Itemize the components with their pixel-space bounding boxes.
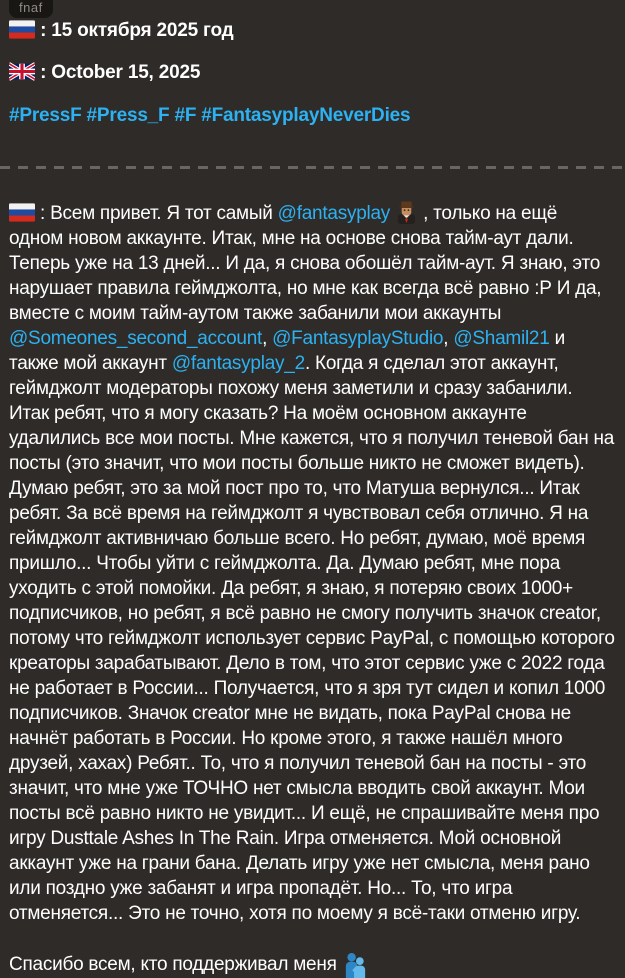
post-paragraph-main xyxy=(9,201,616,926)
top-tag-badge-label: fnaf xyxy=(19,0,43,15)
mention-link[interactable]: @fantasyplay xyxy=(277,203,391,224)
mention-link[interactable]: @Shamil21 xyxy=(453,328,550,349)
post-header xyxy=(0,0,625,127)
text-run: . Когда я сделал этот аккаунт, геймджолт модераторы похожу меня заметили и сразу забанили. Итак ребят, что я могу сказать? На моём основном аккаунте удалились все мои посты. Мне кажется, что я получил теневой бан на посты (это значит, что мои посты больше никто не сможет видеть). Думаю ребят, это за мой пост про то, что Матуша вернулся... Итак ребят. За всё время на геймджолт я чувствовал себя отлично. Я на геймджолт активничаю больше всего. Но ребят, думаю, моё время пришло... Чтобы уйти с геймджолта. Да. Думаю ребят, мне пора уходить с этой помойки. Да ребят, я знаю, я потеряю своих 1000+ подписчиков, но ребят, я всё равно не смогу получить значок creator, потому что геймджолт использует сервис PayPal, с помощью которого креаторы зарабатывают. Дело в том, что этот сервис уже с 2022 года не работает в России... Получается, что я зря тут сидел и копил 1000 подписчиков. Значок creator мне не видать, пока PayPal снова не начнёт работать в России. Но кроме этого, я также нашёл много друзей, хахах) Ребят.. То, что я получил теневой бан на посты - это значит, что мне уже ТОЧНО нет смысла вводить свой аккаунт. Мои посты всё равно никто не увидит... И ещё, не спрашивайте меня про игру Dusttale Ashes In The Rain. Игра отменяется. Мой основной аккаунт уже на грани бана. Делать игру уже нет смысла, меня рано или поздно уже забанят и игра пропадёт. Но... То, что игра отменяется... Это не точно, хотя по моему я всё-таки отменю игру. xyxy=(9,353,615,924)
text-run: : Всем привет. Я тот самый xyxy=(40,203,278,224)
text-run: , xyxy=(262,328,273,349)
text-run: : October 15, 2025 xyxy=(40,62,201,83)
date-line-en xyxy=(9,61,616,84)
post-paragraph-thanks xyxy=(9,951,616,978)
suited-character-emoji xyxy=(395,201,418,224)
uk-flag-icon xyxy=(9,62,35,81)
hashtag-link[interactable]: #FantasyplayNeverDies xyxy=(201,105,411,126)
text-run: , xyxy=(443,328,454,349)
post-body xyxy=(0,169,625,978)
text-run: и также мой аккаунт xyxy=(9,328,565,374)
mention-link[interactable]: @FantasyplayStudio xyxy=(272,328,444,349)
text-run: : 15 октября 2025 год xyxy=(40,20,234,41)
text-run: Спасибо всем, кто поддерживал меня xyxy=(9,954,342,975)
russia-flag-icon xyxy=(9,20,35,39)
hashtag-link[interactable]: #PressF xyxy=(9,105,82,126)
text-run: , только на ещё одном новом аккаунте. Итак, мне на основе снова тайм-аут дали. Теперь уже на 13 дней... И да, я снова обошёл тайм-аут. Я знаю, это нарушает правила геймджолта, но мне как всегда всё равно :Р И да, вместе с моим тайм-аутом также забанили мои аккаунты xyxy=(9,203,602,324)
mention-link[interactable]: @fantasyplay_2 xyxy=(171,353,305,374)
hashtag-link[interactable]: #Press_F xyxy=(86,105,170,126)
hashtag-link[interactable]: #F xyxy=(174,105,197,126)
date-line-ru xyxy=(9,19,616,42)
top-tag-badge[interactable] xyxy=(9,0,53,18)
hashtag-row xyxy=(9,105,616,127)
mention-link[interactable]: @Someones_second_account xyxy=(9,328,263,349)
russia-flag-icon xyxy=(9,203,35,222)
people-hugging-emoji xyxy=(342,951,369,978)
